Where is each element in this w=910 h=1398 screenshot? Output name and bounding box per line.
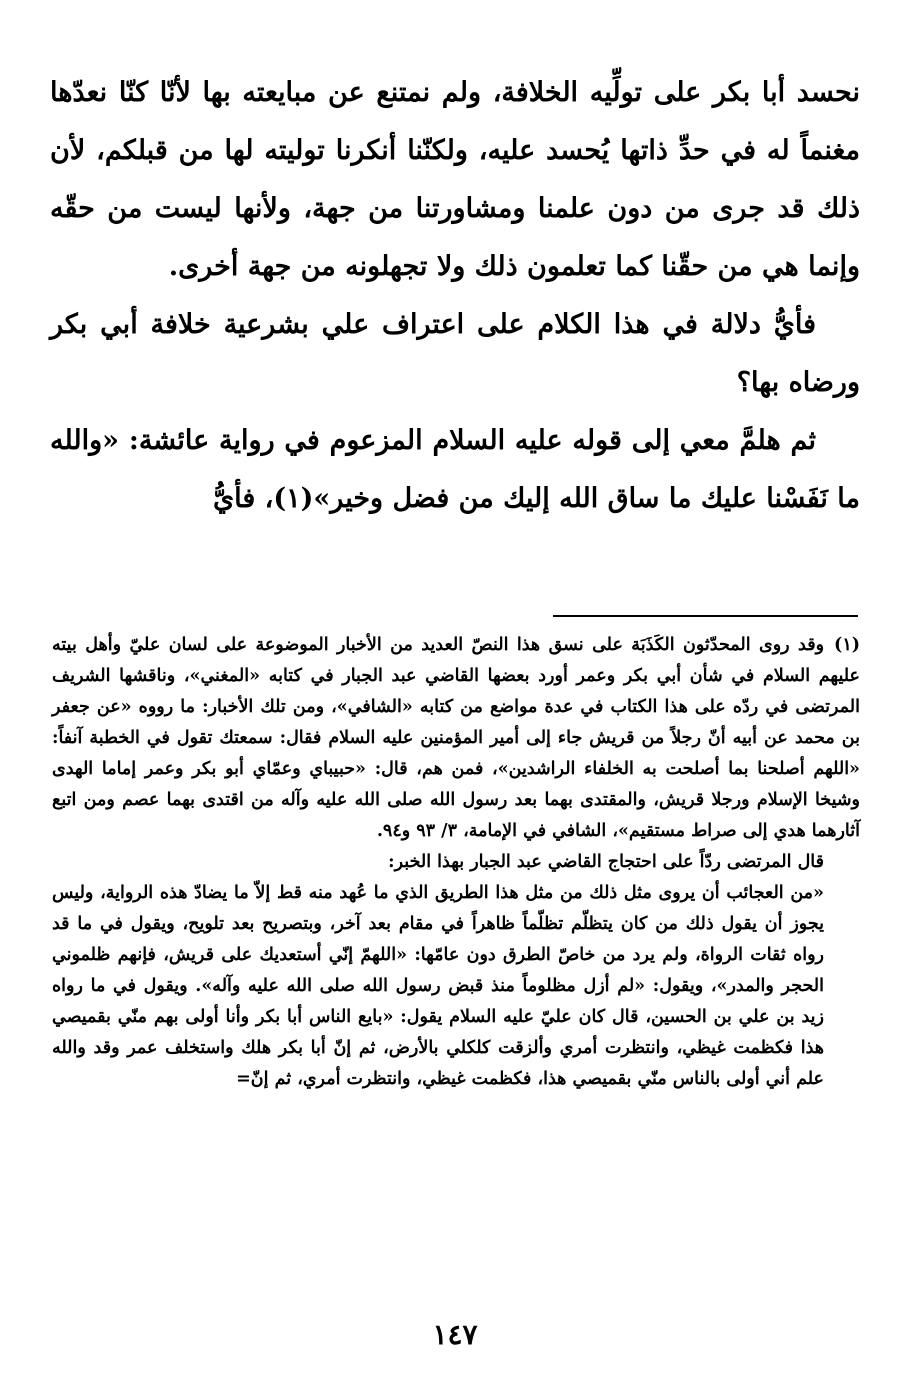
body-paragraph: فأيُّ دلالة في هذا الكلام على اعتراف علي بشرعية خلافة أبي بكر ورضاه بها؟ xyxy=(50,309,860,398)
footnote-text: قال المرتضى ردّاً على احتجاج القاضي عبد الجبار بهذا الخبر: xyxy=(388,852,824,872)
body-paragraph: نحسد أبا بكر على تولِّيه الخلافة، ولم نمتنع عن مبايعته بها لأنّا كنّا نعدّها مغنماً له في حدِّ ذاتها يُحسد عليه، ولكنّنا أنكرنا توليته لها من قبلكم، لأن ذلك قد جرى من دون علمنا ومشاورتنا من جهة، ولأنها ليست من حقّه وإنما هي من حقّنا كما تعلمون ذلك ولا تجهلونه من جهة أخرى. xyxy=(50,77,860,282)
footnote-entry xyxy=(52,630,860,847)
main-text-body xyxy=(50,64,860,528)
footnote-text: وقد روى المحدّثون الكَذَبَة على نسق هذا النصّ العديد من الأخبار الموضوعة على لسان عليّ وأهل بيته عليهم السلام في شأن أبي بكر وعمر أورد بعضها القاضي عبد الجبار في كتابه «المغني»، وناقشها الشريف المرتضى في ردّه على هذا الكتاب في عدة مواضع من كتابه «الشافي»، ومن تلك الأخبار: ما رووه «عن جعفر بن محمد عن أبيه أنّ رجلاً من قريش جاء إلى أمير المؤمنين عليه السلام فقال: سمعتك تقول في الخطبة آنفاً: «اللهم أصلحنا بما أصلحت به الخلفاء الراشدين»، فمن هم، قال: «حبيباي وعمّاي أبو بكر وعمر إماما الهدى وشيخا الإسلام ورجلا قريش، والمقتدى بهما بعد رسول الله صلى الله عليه وآله من اقتدى بهما عصم ومن اتبع آثارهما هدي إلى صراط مستقيم»، الشافي في الإمامة، ٣/ ٩٣ و٩٤. xyxy=(52,635,860,841)
page-number: ١٤٧ xyxy=(432,1318,478,1351)
footnote-separator xyxy=(553,615,858,617)
body-paragraph: ثم هلمَّ معي إلى قوله عليه السلام المزعوم في رواية عائشة: «والله ما نَفَسْنا عليك ما ساق الله إليك من فضل وخير»(١)، فأيُّ xyxy=(50,425,860,514)
footnote-text: «من العجائب أن يروى مثل ذلك من مثل هذا الطريق الذي ما عُهد منه قط إلاّ ما يضادّ هذه الرواية، وليس يجوز أن يقول ذلك من كان يتظلّم تظلّماً ظاهراً في مقام بعد آخر، وبتصريح بعد تلويح، ويقول في ما قد رواه ثقات الرواة، ولم يرد من خاصّ الطرق دون عامّها: «اللهمّ إنّي أستعديك على قريش، فإنهم ظلموني الحجر والمدر»، ويقول: «لم أزل مظلوماً منذ قبض رسول الله صلى الله عليه وآله». ويقول في ما رواه زيد بن علي بن الحسين، قال كان عليّ عليه السلام يقول: «بايع الناس أبا بكر وأنا أولى بهم منّي بقميصي هذا فكظمت غيظي، وانتظرت أمري وألزقت كلكلي بالأرض، ثم إنّ أبا بكر هلك واستخلف عمر وقد والله علم أني أولى بالناس منّي بقميصي هذا، فكظمت غيظي، وانتظرت أمري، ثم إنّ= xyxy=(52,883,824,1089)
footnotes-section xyxy=(52,630,860,1095)
footnote-number: (١) xyxy=(834,635,860,655)
